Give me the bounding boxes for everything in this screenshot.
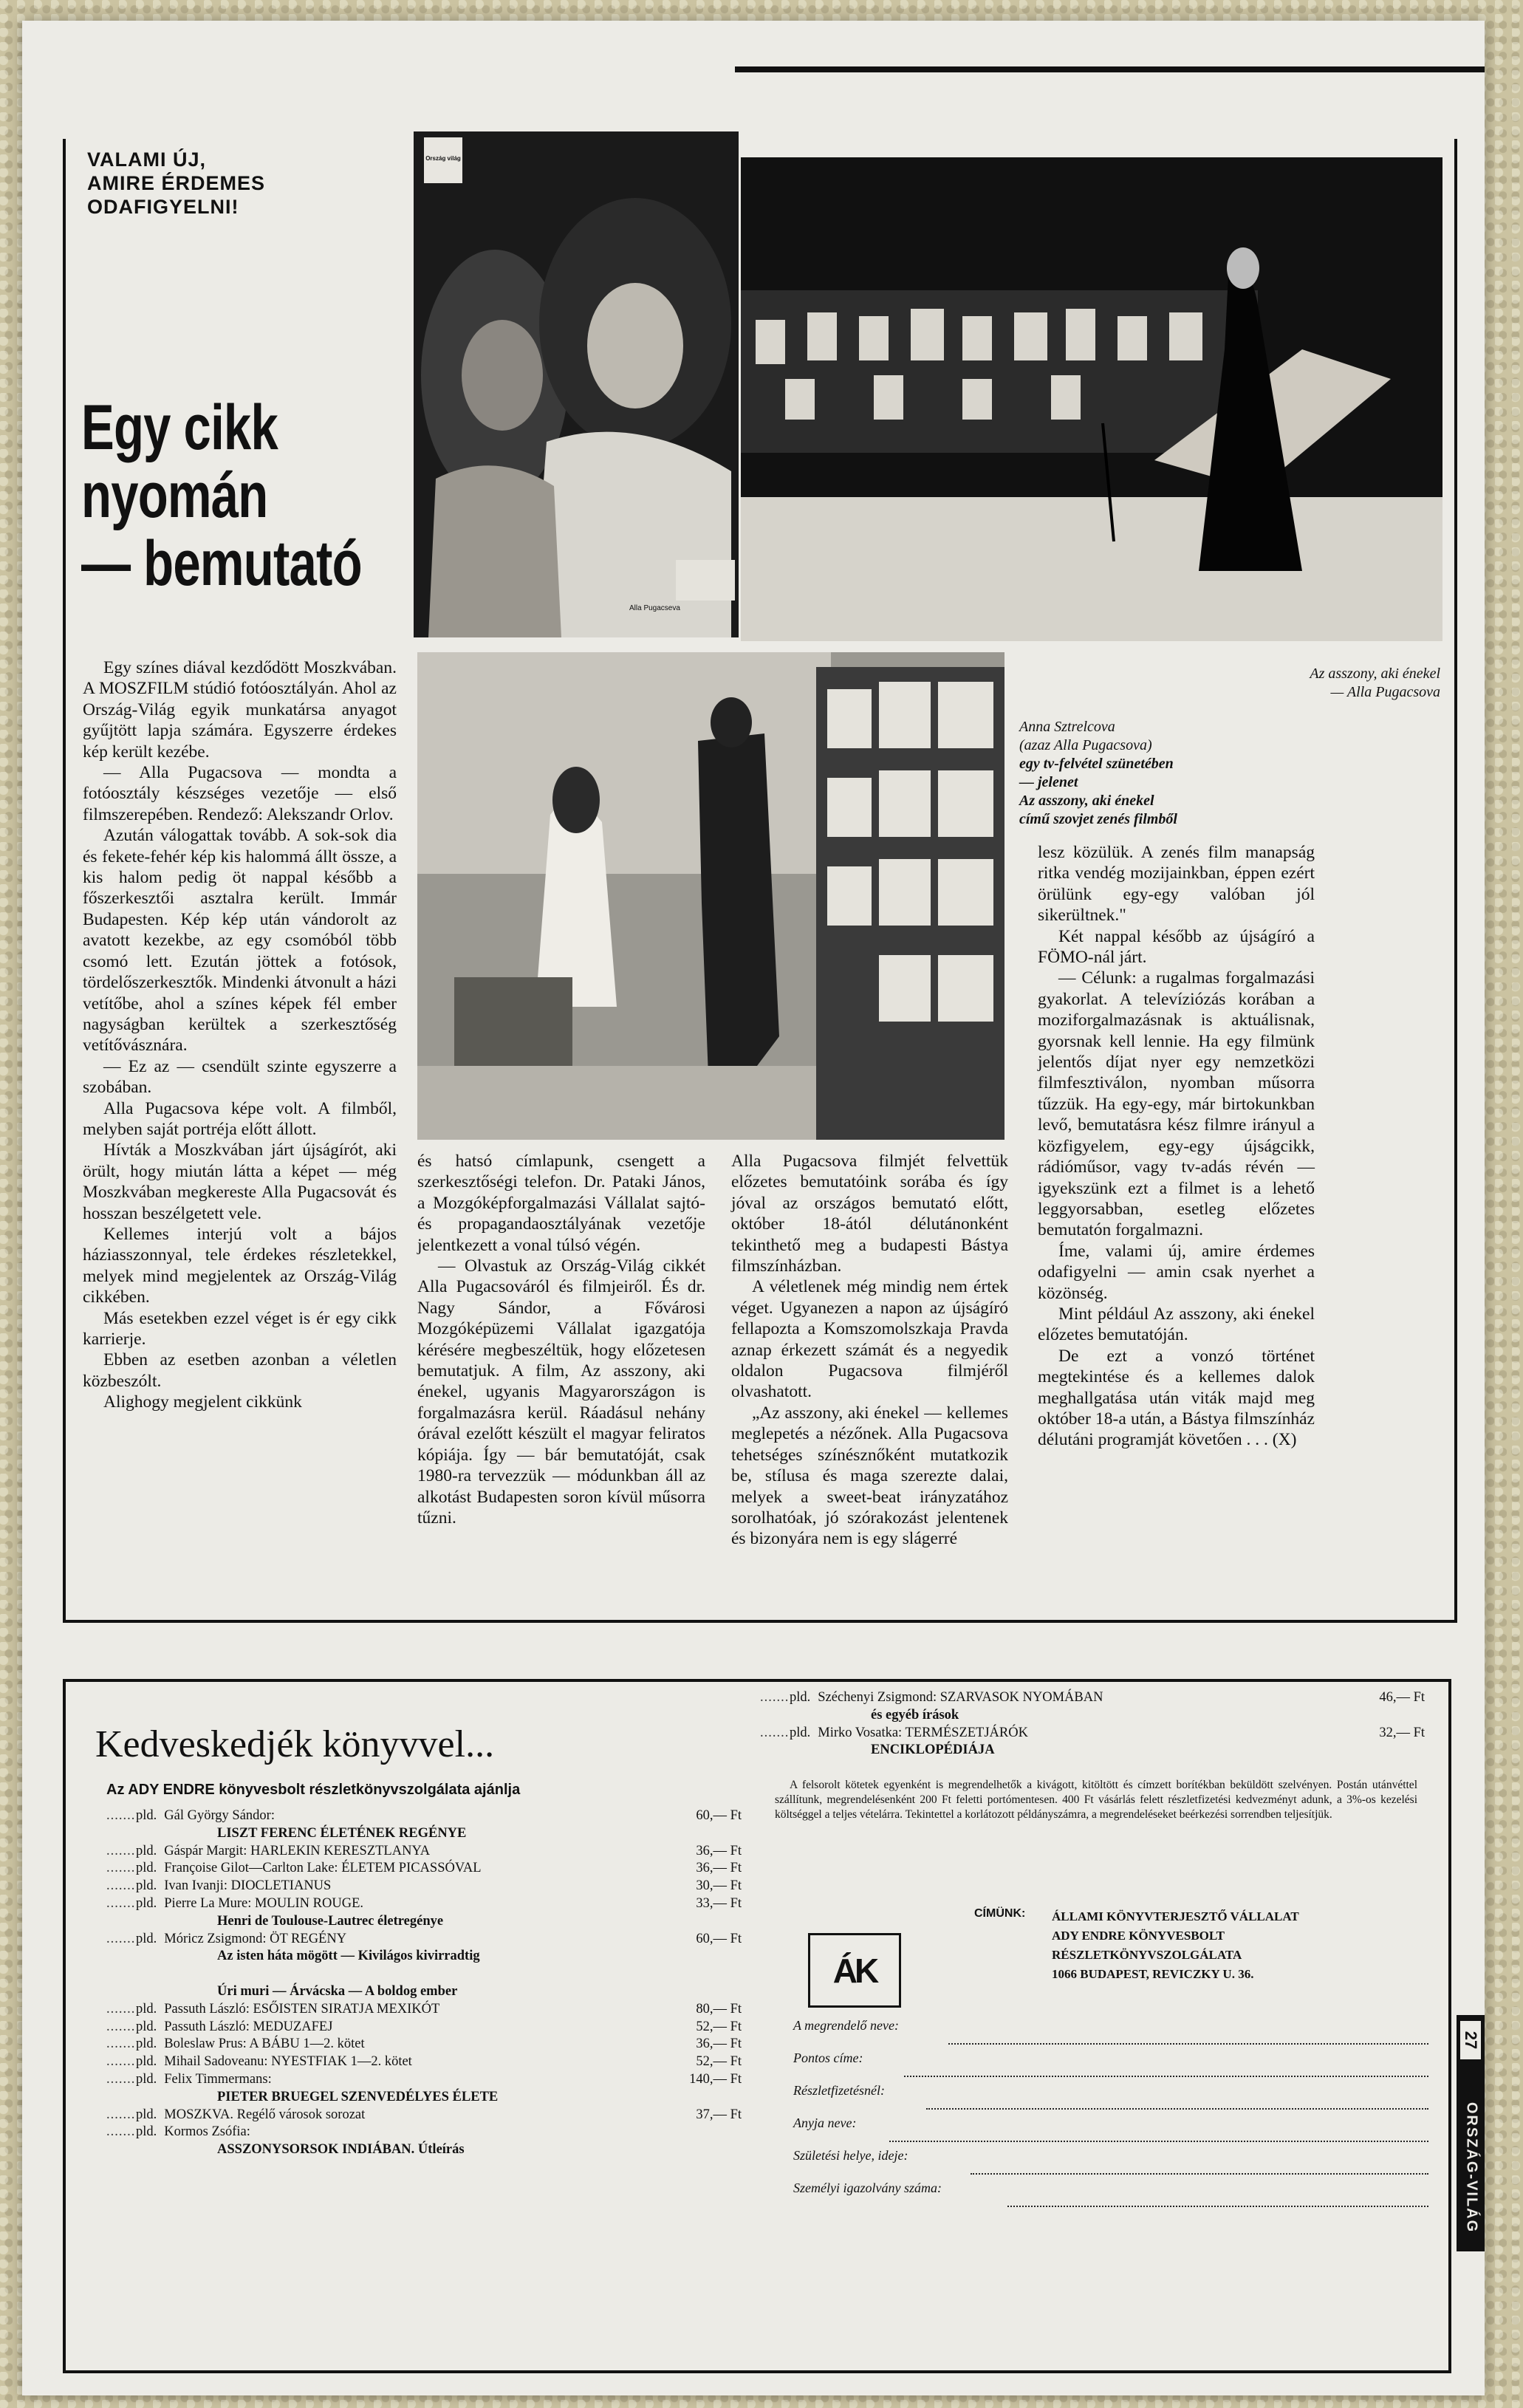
caption-line: Az asszony, aki énekel [1019,793,1154,809]
book-price: 36,— Ft [696,2036,742,2052]
paragraph: Íme, valami új, amire érdemes odafigyelni — amin csak nyerhet a közönség. [1038,1241,1315,1303]
form-line[interactable] [971,2173,1428,2175]
magazine-name: ORSZÁG-VILÁG [1463,2101,1480,2234]
form-label: Részletfizetésnél: [793,2083,885,2098]
book-item [106,2036,742,2053]
ad-subtitle: Az ADY ENDRE könyvesbolt részletkönyvszolgálata ajánlja [106,1782,521,1798]
book-item [760,1725,1425,1742]
book-price: 30,— Ft [696,1878,742,1894]
book-qty-label: pld. [136,1861,157,1876]
book-qty-label: pld. [790,1690,811,1705]
order-quantity-blank[interactable]: ....... [106,1861,136,1876]
book-title: Széchenyi Zsigmond: SZARVASOK NYOMÁBAN [818,1690,1103,1705]
paragraph: Mint például Az asszony, aki énekel előzetes bemutatóján. [1038,1304,1315,1345]
paragraph: Alla Pugacsova képe volt. A filmből, melyben saját portréja előtt állott. [83,1098,397,1139]
form-line[interactable] [1007,2206,1428,2207]
book-title-continuation: LISZT FERENC ÉLETÉNEK REGÉNYE [217,1825,467,1841]
book-price: 36,— Ft [696,1861,742,1876]
cover-logo-text: Ország világ [425,155,461,162]
form-line[interactable] [948,2043,1428,2045]
form-line[interactable] [926,2108,1428,2110]
page-number: 27 [1461,2031,1480,2050]
order-quantity-blank[interactable]: ....... [106,2071,136,2087]
book-title: Pierre La Mure: MOULIN ROUGE. [164,1895,363,1911]
paragraph: „Az asszony, aki énekel — kellemes meglepetés a nézőnek. Alla Pugacsova tehetséges színésznőként mutatkozik be, stílusa és maga szerezte dalai, melyek a sweet-beat irányzatához sorolhatóak, jó szórakozást jelentenek és bizonyára nem is egy slágerré [731,1403,1008,1549]
book-item [106,1966,742,1983]
ad-title: Kedveskedjék könyvvel... [95,1723,495,1765]
address-line: 1066 BUDAPEST, REVICZKY U. 36. [1052,1967,1254,1981]
order-quantity-blank[interactable]: ....... [106,2036,136,2052]
paragraph: — Olvastuk az Ország-Világ cikkét Alla Pugacsováról és filmjeiről. És dr. Nagy Sándor, a Fővárosi Mozgóképüzemi Vállalat igazgatója kérésére megbeszéltük, hogy előzetesen bemutatjuk. A film, Az asszony, aki énekel, ugyanis Magyarországon is forgalmazásra kerül. Ráadásul nehány órával ezelőtt készült el magyar feliratos kópiája. Így — bár bemutatóját, csak 1980-ra tervezzük — módunkban áll az alkotást Budapesten soron kívül műsorra tűzni. [417,1256,705,1528]
book-price: 60,— Ft [696,1808,742,1823]
book-title: Ivan Ivanji: DIOCLETIANUS [164,1878,332,1894]
book-qty-label: pld. [136,2019,157,2034]
book-title: Felix Timmermans: [164,2071,272,2087]
book-item [106,1860,742,1878]
cover-logo [424,137,462,183]
order-quantity-blank[interactable]: ....... [106,2107,136,2122]
kicker-line: AMIRE ÉRDEMES [87,172,266,194]
order-quantity-blank[interactable]: ....... [760,1690,790,1705]
address-line: ADY ENDRE KÖNYVESBOLT [1052,1929,1225,1943]
paragraph: és hatsó címlapunk, csengett a szerkesztőségi telefon. Dr. Pataki János, a Mozgóképforgalmazási Vállalat sajtó- és propagandaosztályának vezetője jelentkezett a vonal túlsó végén. [417,1152,705,1255]
book-title: Françoise Gilot—Carlton Lake: ÉLETEM PICASSÓVAL [164,1861,482,1876]
book-qty-label: pld. [136,2054,157,2070]
order-quantity-blank[interactable]: ....... [106,2054,136,2070]
book-item [106,2107,742,2124]
book-title: Boleslaw Prus: A BÁBU 1—2. kötet [164,2036,365,2052]
book-item [106,2124,742,2141]
paragraph: — Ez az — csendült szinte egyszerre a szobában. [83,1056,397,1098]
cover-photo-illustration [414,131,739,637]
paragraph: Kellemes interjú volt a bájos háziasszonnyal, tele érdekes részletekkel, melyek mind megjelentek az Ország-Világ cikkében. [83,1224,397,1307]
paragraph: Más esetekben ezzel véget is ér egy cikk karrierje. [83,1308,397,1349]
address-line: ÁLLAMI KÖNYVTERJESZTŐ VÁLLALAT [1052,1909,1299,1923]
top-rule [735,66,1485,72]
kicker [87,148,279,219]
book-item [760,1689,1425,1707]
book-price: 80,— Ft [696,2001,742,2017]
form-label: Pontos címe: [793,2050,863,2065]
address-label: CÍMÜNK: [974,1907,1026,1920]
book-qty-label: pld. [136,2036,157,2052]
book-item [106,2071,742,2089]
book-list [106,1807,742,2159]
headline-line: — bemutató [81,528,362,599]
kicker-line: VALAMI ÚJ, [87,148,207,171]
headline-line: nyomán [81,460,268,531]
caption-line: (azaz Alla Pugacsova) [1019,737,1152,753]
order-quantity-blank[interactable]: ....... [106,2124,136,2140]
form-field-name[interactable] [793,2018,1428,2050]
form-line[interactable] [889,2141,1428,2142]
order-notice: A felsorolt kötetek egyenként is megrendelhetők a kivágott, kitöltött és címzett borítékban beküldött szelvényen. Postán utánvéttel szállítunk, megrendelésenként 200 Ft feletti portómentesen. 400 Ft vásárlás felett részletfizetési kedvezményt adunk, a 3%-os kezelési költséggel a teljes vételárra. Tekintettel a korlátozott példányszámra, a megrendeléseket beérkezési sorrendben teljesítjük. [775,1779,1417,1821]
order-quantity-blank[interactable]: ....... [760,1725,790,1740]
book-item [106,1895,742,1913]
form-label: Születési helye, ideje: [793,2148,908,2163]
order-quantity-blank[interactable]: ....... [106,1931,136,1946]
paragraph: Alla Pugacsova filmjét felvettük előzetes bemutatóink sorába és így jóval az országos bemutató előtt, október 18-ától délutánonként tekinthető meg a budapesti Bástya filmszínházban. [731,1152,1008,1276]
book-qty-label: pld. [136,2071,157,2087]
paragraph: Hívták a Moszkvában járt újságírót, aki örült, hogy miután látta a képet — még Moszkvában megkereste Alla Pugacsovát és hosszan beszélgetett vele. [83,1140,397,1223]
paragraph: Ebben az esetben azonban a véletlen közbeszólt. [83,1350,397,1391]
form-field-installment[interactable] [793,2083,1428,2115]
address-block [1052,1907,1299,1984]
publisher-logo-text: ÁK [832,1951,877,1990]
form-field-birth[interactable] [793,2148,1428,2180]
book-item [106,2053,742,2071]
article-column-1 [83,657,397,1413]
order-form [793,2018,1428,2213]
book-title: Mihail Sadoveanu: NYESTFIAK 1—2. kötet [164,2054,412,2070]
book-ad-box [63,1679,1451,2373]
caption-line: Az asszony, aki énekel [1310,666,1440,682]
book-title-continuation: Úri muri — Árvácska — A boldog ember [217,1983,458,1999]
book-price: 33,— Ft [696,1895,742,1911]
studio-photo-illustration [417,652,1005,1140]
book-qty-label: pld. [790,1725,811,1740]
paragraph: De ezt a vonzó történet megtekintése és a kellemes dalok meghallgatása után viták majd meg október 18-a után, a Bástya filmszínház délutáni programját követően . . . (X) [1038,1346,1315,1450]
book-price: 36,— Ft [696,1843,742,1858]
book-qty-label: pld. [136,2001,157,2017]
kicker-line: ODAFIGYELNI! [87,196,239,218]
order-quantity-blank[interactable]: ....... [106,2001,136,2017]
headline [81,394,404,598]
magazine-cover-photo [414,131,739,637]
book-title: Gáspár Margit: HARLEKIN KERESZTLANYA [164,1843,431,1858]
book-price: 52,— Ft [696,2019,742,2034]
publisher-logo [808,1933,901,2008]
concert-photo-illustration [741,157,1442,641]
book-price: 52,— Ft [696,2054,742,2070]
caption-line: Anna Sztrelcova [1019,719,1115,735]
book-title-continuation: PIETER BRUEGEL SZENVEDÉLYES ÉLETE [217,2089,499,2104]
book-qty-label: pld. [136,1878,157,1894]
article-column-4 [1038,842,1315,1451]
paragraph: Egy színes diával kezdődött Moszkvában. A MOSZFILM stúdió fotóosztályán. Ahol az Ország-Világ egyik munkatársa anyagot gyűjtött lapja számára. Egyszerre érdekes kép került kezébe. [83,658,397,762]
book-price: 37,— Ft [696,2107,742,2122]
book-qty-label: pld. [136,1843,157,1858]
caption-line: egy tv-felvétel szünetében [1019,756,1174,772]
order-quantity-blank[interactable]: ....... [106,1808,136,1823]
headline-line: Egy cikk [81,392,278,463]
book-title: Mirko Vosatka: TERMÉSZETJÁRÓK [818,1725,1028,1740]
book-price: 60,— Ft [696,1931,742,1946]
paragraph: A véletlenek még mindig nem értek véget. Ugyanezen a napon az újságíró fellapozta a Komszomolszkaja Pravda aznap érkezett számát és a negyedik oldalon Pugacsova filmjéről olvashatott. [731,1277,1008,1402]
studio-photo [417,652,1005,1140]
form-label: Személyi igazolvány száma: [793,2180,942,2195]
paragraph: lesz közülük. A zenés film manapság ritka vendég mozijainkban, éppen ezért örülünk egy-egy valóban jól sikerültnek." [1038,843,1315,926]
form-field-mother-name[interactable] [793,2115,1428,2148]
order-quantity-blank[interactable]: ....... [106,1878,136,1894]
caption-line: — Alla Pugacsova [1330,684,1440,700]
book-title: Kormos Zsófia: [164,2124,250,2140]
paragraph: — Célunk: a rugalmas forgalmazási gyakorlat. A televíziózás korában a moziforgalmazásnak is aktuálisnak, gyorsnak kell lennie. Ha egy filmünk jelentős díjat nyer egy nemzetközi filmfesztiválon, nyomban műsorra tűzzük. Ha egy-egy, már birtokunkban levő, bemutatásra kész filmre irányul a közfigyelem, egy-egy újságcikk, rádióműsor, vagy tv-adás révén — igyekszünk ezt a filmet is a lehető leggyorsabban, esetleg előzetes bemutatón forgalmazni. [1038,968,1315,1240]
book-title: Móricz Zsigmond: ÖT REGÉNY [164,1931,347,1946]
book-title-continuation: ASSZONYSORSOK INDIÁBAN. Útleírás [217,2142,465,2158]
book-item [106,2019,742,2036]
book-title: Passuth László: MEDUZAFEJ [164,2019,333,2034]
paragraph: Két nappal később az újságíró a FÖMO-nál járt. [1038,926,1315,968]
book-item [106,2001,742,2019]
book-qty-label: pld. [136,2124,157,2140]
paragraph: Alighogy megjelent cikkünk [103,1392,302,1412]
caption-line: — jelenet [1019,774,1078,790]
book-title: MOSZKVA. Regélő városok sorozat [164,2107,366,2122]
book-item [106,1807,742,1825]
form-line[interactable] [904,2076,1428,2077]
book-qty-label: pld. [136,2107,157,2122]
book-item [106,1878,742,1895]
paragraph: Azután válogattak tovább. A sok-sok dia és fekete-fehér kép kis halommá állt össze, a kis halom pedig öt nappal később a főszerkesztői asztalra került. Immár Budapesten. Kép kép után vándorolt az avatott kezekbe, az egy csomóból több csomó lett. Ezután jöttek a fotósok, tördelőszerkesztők. Mindenki átvonult a házi vetítőbe, ahol a színes képek fél ember nagyságban kerültek a szerkesztőség vetítővásznára. [83,826,397,1056]
book-title-continuation: ENCIKLOPÉDIÁJA [871,1742,995,1758]
book-price: 46,— Ft [1379,1690,1425,1705]
caption-line: című szovjet zenés filmből [1019,811,1177,827]
book-title: Passuth László: ESŐISTEN SIRATJA MEXIKÓT [164,2001,440,2017]
book-title-continuation: Henri de Toulouse-Lautrec életregénye [217,1913,444,1929]
paragraph: — Alla Pugacsova — mondta a fotóosztály készséges vezetője — első filmszerepében. Rendező: Alekszandr Orlov. [83,763,397,824]
address-line: RÉSZLETKÖNYVSZOLGÁLATA [1052,1948,1242,1962]
book-title: Gál György Sándor: [164,1808,275,1823]
article-column-2 [417,1151,705,1528]
book-item [106,1931,742,1949]
book-price: 32,— Ft [1379,1725,1425,1740]
magazine-page [22,21,1485,2395]
order-quantity-blank[interactable]: ....... [106,1895,136,1911]
cover-name-tag: Alla Pugacseva [629,604,680,612]
form-field-address[interactable] [793,2050,1428,2083]
order-quantity-blank[interactable]: ....... [106,1843,136,1858]
book-qty-label: pld. [136,1931,157,1946]
side-tab [1457,2015,1485,2251]
article-column-3 [731,1151,1008,1550]
order-quantity-blank[interactable]: ....... [106,2019,136,2034]
book-qty-label: pld. [136,1808,157,1823]
concert-photo [741,157,1442,641]
form-label: Anyja neve: [793,2115,857,2130]
book-price: 140,— Ft [689,2071,742,2087]
form-label: A megrendelő neve: [793,2018,899,2033]
book-list-right [760,1689,1425,1759]
book-title-continuation: és egyéb írások [871,1707,959,1723]
book-qty-label: pld. [136,1895,157,1911]
form-field-id[interactable] [793,2180,1428,2213]
photo-caption [1019,665,1440,829]
book-item [106,1843,742,1861]
book-title-continuation: Az isten háta mögött — Kivilágos kivirradtig [217,1949,480,1964]
